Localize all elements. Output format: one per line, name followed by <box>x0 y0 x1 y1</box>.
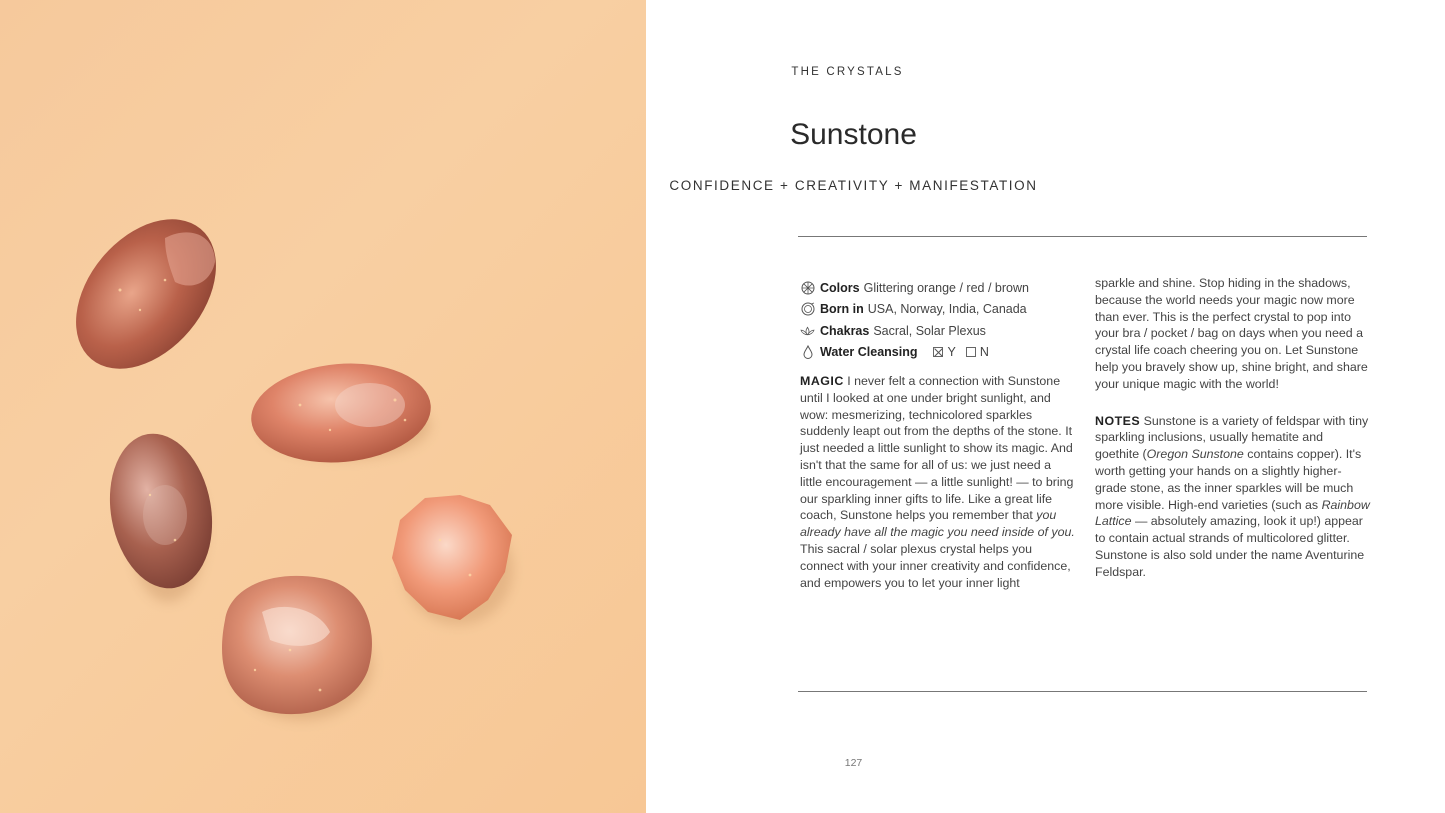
attribute-value: USA, Norway, India, Canada <box>867 302 1027 317</box>
lotus-icon <box>800 323 815 338</box>
checkbox-no-label: N <box>979 345 989 360</box>
page-number: 127 <box>844 757 863 769</box>
attribute-chakras <box>800 320 1075 342</box>
globe-icon <box>800 302 815 317</box>
page-subtitle: CONFIDENCE + CREATIVITY + MANIFESTATION <box>669 178 1038 193</box>
attribute-key: Water Cleansing <box>820 345 918 360</box>
attribute-water-cleansing <box>800 342 1075 364</box>
water-drop-icon <box>800 345 815 360</box>
notes-text-1: Sunstone is a variety of feldspar with tiny sparkling inclusions, usually hematite and goethite ( <box>1095 413 1369 462</box>
notes-text-3: — absolutely amazing, look it up!) appear to contain actual strands of multicolored glitter. Sunstone is also sold under the name Aventurine Feldspar. <box>1095 514 1365 579</box>
attribute-key: Born in <box>820 302 864 317</box>
checkbox-no <box>966 347 976 357</box>
right-column <box>1095 275 1370 581</box>
book-page <box>646 0 1445 813</box>
notes-emphasis-1: Oregon Sunstone <box>1146 447 1244 462</box>
bottom-divider <box>798 691 1367 692</box>
attribute-colors <box>800 277 1075 299</box>
attribute-value: Glittering orange / red / brown <box>863 280 1029 295</box>
attribute-key: Colors <box>820 280 860 295</box>
attribute-born-in <box>800 299 1075 321</box>
notes-paragraph <box>1095 413 1370 581</box>
magic-paragraph <box>800 373 1075 591</box>
magic-text-1: I never felt a connection with Sunstone until I looked at one under bright sunlight, and wow: mesmerizing, technicolored sparkles suddenly leapt out from the depths of the stone. It just needed a little sunlight to show its magic. And isn't that the same for all of us: we just need a little encouragement — a little sunlight! — to bring our sparkling inner gifts to life. Like a great life coach, Sunstone helps you remember that <box>800 374 1074 523</box>
section-label: THE CRYSTALS <box>791 66 904 78</box>
attribute-value: Sacral, Solar Plexus <box>873 323 986 338</box>
magic-text-2: This sacral / solar plexus crystal helps you connect with your inner creativity and confidence, and empowers you to let your inner light <box>800 541 1071 590</box>
stone-1 <box>48 192 245 396</box>
page-title: Sunstone <box>790 118 917 151</box>
notes-text-2: contains copper). It's worth getting your hands on a slightly higher-grade stone, as the inner sparkles will be much more visible. High-end varieties (such as <box>1095 447 1362 512</box>
magic-lead: MAGIC <box>800 374 844 388</box>
magic-emphasis: you already have all the magic you need inside of you. <box>800 508 1075 540</box>
attribute-key: Chakras <box>820 323 870 338</box>
left-column <box>800 277 1075 591</box>
color-wheel-icon <box>800 280 815 295</box>
checkbox-yes <box>933 347 943 357</box>
notes-emphasis-2: Rainbow Lattice <box>1095 497 1370 529</box>
checkbox-yes-label: Y <box>947 345 956 360</box>
water-cleansing-options <box>933 345 998 359</box>
top-divider <box>798 236 1367 237</box>
magic-continued-paragraph: sparkle and shine. Stop hiding in the shadows, because the world needs your magic now more than ever. This is the perfect crystal to pop into your bra / pocket / bag on days when you need a crystal life coach cheering you on. Let Sunstone help you bravely show up, shine bright, and share your unique magic with the world! <box>1095 276 1368 391</box>
notes-lead: NOTES <box>1095 413 1141 428</box>
